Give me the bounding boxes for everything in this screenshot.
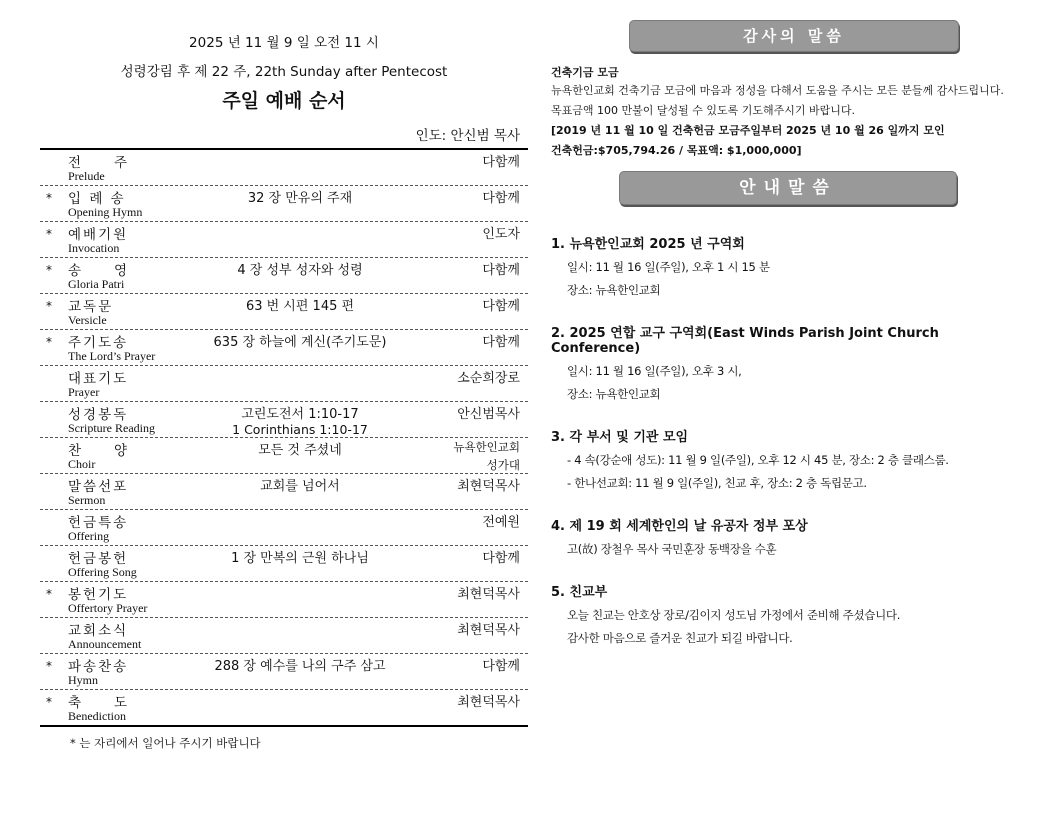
order-item-english: Invocation: [68, 241, 120, 255]
order-item-korean: 주기도송: [68, 335, 129, 351]
announcement-1-line-2: 장소: 뉴욕한인교회: [567, 283, 661, 297]
announcement-1-line-1: 일시: 11 월 16 일(주일), 오후 1 시 15 분: [567, 260, 770, 274]
order-item-leader: 다함께: [482, 191, 520, 206]
standing-marker: *: [46, 263, 52, 277]
announcement-2-title: 2. 2025 연합 교구 구역회(East Winds Parish Joint Church Conference): [551, 326, 939, 356]
standing-marker: *: [46, 191, 52, 205]
order-item-leader: 다함께: [482, 155, 520, 170]
liturgical-season: 성령강림 후 제 22 주, 22th Sunday after Pentecost: [120, 64, 448, 80]
announcement-2-line-2: 장소: 뉴욕한인교회: [567, 387, 661, 401]
order-row: [40, 150, 528, 186]
order-item-english: Prayer: [68, 385, 100, 399]
standing-note: * 는 자리에서 일어나 주시기 바랍니다: [70, 736, 261, 750]
order-item-korean: 축 도: [68, 695, 130, 711]
order-item-korean: 대표기도: [68, 371, 129, 387]
announcement-2-line-1: 일시: 11 월 16 일(주일), 오후 3 시,: [567, 364, 742, 378]
announcement-1-title: 1. 뉴욕한인교회 2025 년 구역회: [551, 237, 745, 252]
order-item-leader: 최현덕목사: [457, 479, 520, 494]
order-item-english: Offering Song: [68, 565, 137, 579]
announcement-3-line-1: - 4 속(강순애 성도): 11 월 9 일(주일), 오후 12 시 45 분, 장소: 2 층 클래스룸.: [567, 453, 949, 467]
order-item-english: The Lord’s Prayer: [68, 349, 156, 363]
order-item-leader: 다함께: [482, 551, 520, 566]
order-item-leader: 전예원: [482, 515, 520, 530]
order-item-content: 288 장 예수를 나의 구주 삼고: [214, 659, 386, 674]
order-row: [40, 402, 528, 438]
order-item-leader: 인도자: [482, 227, 520, 242]
page-title: 주일 예배 순서: [222, 90, 346, 112]
order-item-english: Offertory Prayer: [68, 601, 148, 615]
order-item-content: 4 장 성부 성자와 성령: [237, 263, 363, 278]
announcement-4-line-1: 고(故) 장철우 목사 국민훈장 동백장을 수훈: [567, 542, 777, 556]
announcement-5-line-2: 감사한 마음으로 즐거운 친교가 되길 바랍니다.: [567, 631, 793, 645]
order-item-english: Announcement: [68, 637, 142, 651]
order-row: [40, 294, 528, 330]
order-row: [40, 510, 528, 546]
order-item-content: 모든 것 주셨네: [258, 443, 342, 458]
order-item-leader: 소순희장로: [457, 371, 520, 386]
order-item-content: 1 장 만복의 근원 하나님: [231, 551, 369, 566]
announcement-5-title: 5. 친교부: [551, 585, 608, 600]
order-item-content-secondary: 1 Corinthians 1:10-17: [232, 422, 368, 437]
order-item-english: Prelude: [68, 169, 105, 183]
order-item-leader: 뉴욕한인교회: [453, 440, 520, 454]
order-item-leader: 다함께: [482, 335, 520, 350]
standing-marker: *: [46, 695, 52, 709]
order-item-korean: 파송찬송: [68, 659, 129, 675]
order-item-korean: 말씀선포: [68, 479, 129, 495]
order-item-leader: 다함께: [482, 299, 520, 314]
order-item-leader: 다함께: [482, 659, 520, 674]
order-item-content: 635 장 하늘에 계신(주기도문): [213, 335, 387, 350]
order-row: [40, 438, 528, 474]
order-row: [40, 474, 528, 510]
order-item-leader-secondary: 성가대: [486, 458, 520, 472]
announcement-5-line-1: 오늘 친교는 안호상 장로/김이지 성도님 가정에서 준비해 주셨습니다.: [567, 608, 901, 622]
order-item-english: Opening Hymn: [68, 205, 143, 219]
worship-order-list: [40, 148, 528, 727]
order-row: [40, 582, 528, 618]
order-row: [40, 618, 528, 654]
order-row: [40, 366, 528, 402]
service-date: 2025 년 11 월 9 일 오전 11 시: [189, 35, 379, 51]
order-item-korean: 성경봉독: [68, 407, 129, 423]
order-item-korean: 헌금봉헌: [68, 551, 129, 567]
building-fund-total: 건축헌금:$705,794.26 / 목표액: $1,000,000]: [551, 144, 802, 157]
order-item-english: Choir: [68, 457, 96, 471]
standing-marker: *: [46, 227, 52, 241]
order-row: [40, 690, 528, 725]
worship-order-column: [40, 28, 528, 751]
order-row: [40, 654, 528, 690]
announcement-3-title: 3. 각 부서 및 기관 모임: [551, 430, 689, 445]
order-item-english: Scripture Reading: [68, 421, 155, 435]
order-item-korean: 입 례 송: [68, 191, 126, 207]
order-item-korean: 전 주: [68, 155, 130, 171]
order-row: [40, 222, 528, 258]
standing-marker: *: [46, 335, 52, 349]
thanks-banner: 감사의 말씀: [629, 20, 959, 52]
order-item-korean: 예배기원: [68, 227, 129, 243]
order-item-content: 32 장 만유의 주재: [247, 191, 353, 206]
announcement-3-line-2: - 한나선교회: 11 월 9 일(주일), 친교 후, 장소: 2 층 독립문고.: [567, 476, 867, 490]
order-item-leader: 다함께: [482, 263, 520, 278]
building-fund-period: [2019 년 11 월 10 일 건축헌금 모금주일부터 2025 년 10 월 26 일까지 모인: [551, 124, 945, 137]
order-item-english: Gloria Patri: [68, 277, 125, 291]
standing-marker: *: [46, 659, 52, 673]
building-fund-title: 건축기금 모금: [551, 66, 619, 79]
order-item-leader: 최현덕목사: [457, 695, 520, 710]
service-leader: 인도: 안신범 목사: [415, 128, 520, 144]
order-item-leader: 최현덕목사: [457, 623, 520, 638]
order-item-content: 63 번 시편 145 편: [245, 299, 355, 314]
announcements-column: [551, 20, 1011, 646]
announcement-4-title: 4. 제 19 회 세계한인의 날 유공자 정부 포상: [551, 519, 808, 534]
order-item-content: 교회를 넘어서: [260, 479, 340, 494]
order-row: [40, 186, 528, 222]
order-row: [40, 546, 528, 582]
building-fund-body: 뉴욕한인교회 건축기금 모금에 마음과 정성을 다해서 도움을 주시는 모든 분들께 감사드립니다. 목표금액 100 만불이 달성될 수 있도록 기도해주시기 바랍니다.: [551, 84, 1004, 117]
order-item-korean: 교독문: [68, 299, 114, 315]
order-row: [40, 330, 528, 366]
order-item-korean: 교회소식: [68, 623, 129, 639]
order-item-english: Versicle: [68, 313, 107, 327]
order-item-english: Hymn: [68, 673, 98, 687]
announcements-banner: 안내말씀: [619, 171, 957, 205]
order-item-korean: 봉헌기도: [68, 587, 129, 603]
order-item-leader: 안신범목사: [457, 407, 520, 422]
order-item-english: Offering: [68, 529, 110, 543]
order-item-english: Benediction: [68, 709, 126, 723]
order-item-leader: 최현덕목사: [457, 587, 520, 602]
order-item-english: Sermon: [68, 493, 106, 507]
standing-marker: *: [46, 299, 52, 313]
order-item-korean: 헌금특송: [68, 515, 129, 531]
order-item-korean: 찬 양: [68, 443, 130, 459]
order-row: [40, 258, 528, 294]
order-item-content: 고린도전서 1:10-17: [241, 407, 359, 422]
order-item-korean: 송 영: [68, 263, 130, 279]
standing-marker: *: [46, 587, 52, 601]
